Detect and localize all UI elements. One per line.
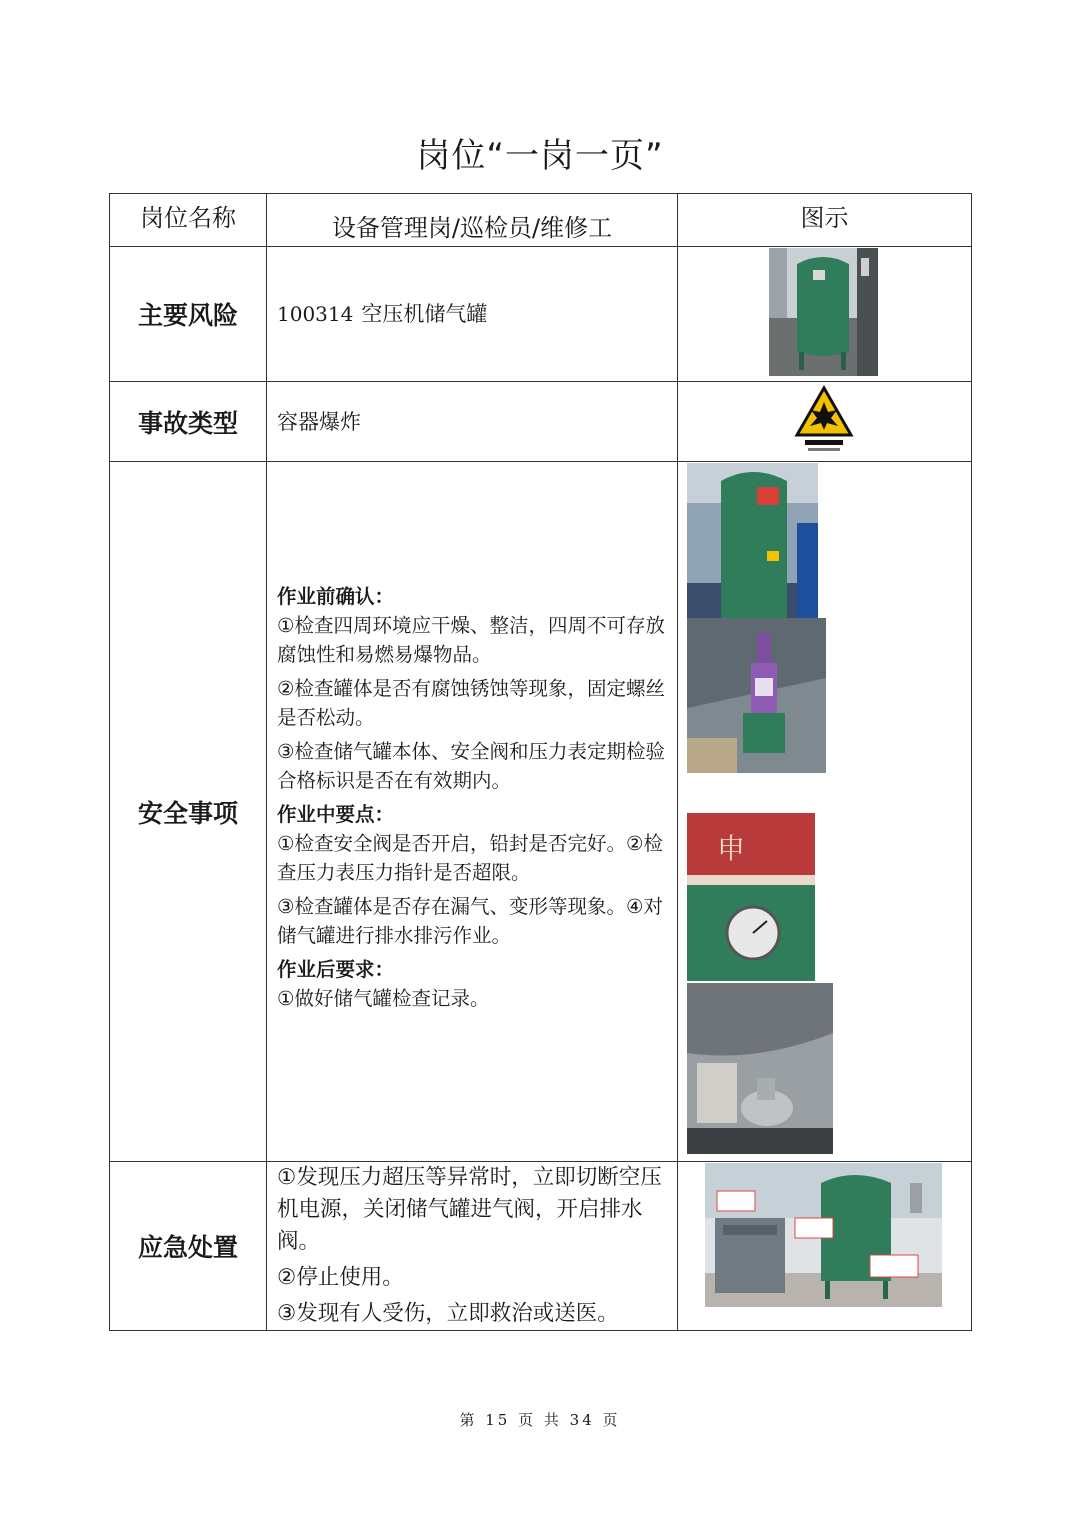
accident-label: 事故类型 xyxy=(110,382,267,462)
drain-valve-photo xyxy=(687,983,833,1154)
risk-value xyxy=(267,247,678,382)
tank-lower-photo xyxy=(687,463,818,618)
pressure-gauge-photo xyxy=(687,813,815,981)
page-title: 岗位“一岗一页” xyxy=(416,136,664,176)
before-work-item: ③检查储气罐本体、安全阀和压力表定期检验合格标识是否在有效期内。 xyxy=(277,740,665,792)
safety-row xyxy=(110,462,972,1162)
emergency-image-cell xyxy=(678,1162,972,1331)
safety-label: 安全事项 xyxy=(110,462,267,1162)
during-work-item: ①检查安全阀是否开启，铅封是否完好。②检查压力表压力指针是否超限。 xyxy=(277,832,663,884)
emergency-content xyxy=(267,1162,678,1331)
air-tank-photo xyxy=(769,248,878,376)
post-risk-table xyxy=(109,193,972,1331)
svg-text:申: 申 xyxy=(717,832,746,865)
header-illustration-label: 图示 xyxy=(678,194,972,247)
emergency-item: ①发现压力超压等异常时，立即切断空压机电源，关闭储气罐进气阀，开启排水阀。 xyxy=(277,1165,662,1254)
footer-mid: 页 共 xyxy=(518,1411,562,1429)
header-post-name-label: 岗位名称 xyxy=(110,194,267,247)
risk-image-cell xyxy=(678,247,972,382)
risk-row xyxy=(110,247,972,382)
emergency-row xyxy=(110,1162,972,1331)
accident-sign-cell xyxy=(678,382,972,462)
risk-code: 100314 xyxy=(277,302,354,326)
before-work-heading: 作业前确认： xyxy=(277,585,395,608)
risk-label: 主要风险 xyxy=(110,247,267,382)
before-work-item: ①检查四周环境应干燥、整洁，四周不可存放腐蚀性和易燃易爆物品。 xyxy=(277,614,665,666)
footer-total-pages: 34 xyxy=(569,1411,595,1429)
accident-value: 容器爆炸 xyxy=(267,382,678,462)
emergency-item: ③发现有人受伤，立即救治或送医。 xyxy=(277,1301,619,1326)
emergency-item: ②停止使用。 xyxy=(277,1265,404,1290)
after-work-heading: 作业后要求： xyxy=(277,958,395,981)
air-compressor-room-photo xyxy=(705,1163,942,1307)
before-work-item: ②检查罐体是否有腐蚀锈蚀等现象，固定螺丝是否松动。 xyxy=(277,677,665,729)
after-work-item: ①做好储气罐检查记录。 xyxy=(277,987,490,1010)
footer-suffix: 页 xyxy=(602,1411,621,1429)
footer-page-number: 15 xyxy=(485,1411,511,1429)
header-row xyxy=(110,194,972,247)
risk-name: 空压机储气罐 xyxy=(361,302,488,326)
safety-images-cell xyxy=(678,462,972,1162)
safety-valve-photo xyxy=(687,618,826,773)
header-post-name-value: 设备管理岗/巡检员/维修工 xyxy=(267,194,678,247)
footer-prefix: 第 xyxy=(459,1411,478,1429)
page-footer xyxy=(0,1409,1080,1430)
during-work-heading: 作业中要点： xyxy=(277,803,395,826)
safety-content xyxy=(267,462,678,1162)
during-work-item: ③检查罐体是否存在漏气、变形等现象。④对储气罐进行排水排污作业。 xyxy=(277,895,663,947)
accident-row xyxy=(110,382,972,462)
emergency-label: 应急处置 xyxy=(110,1162,267,1331)
explosion-warning-sign xyxy=(793,385,855,455)
